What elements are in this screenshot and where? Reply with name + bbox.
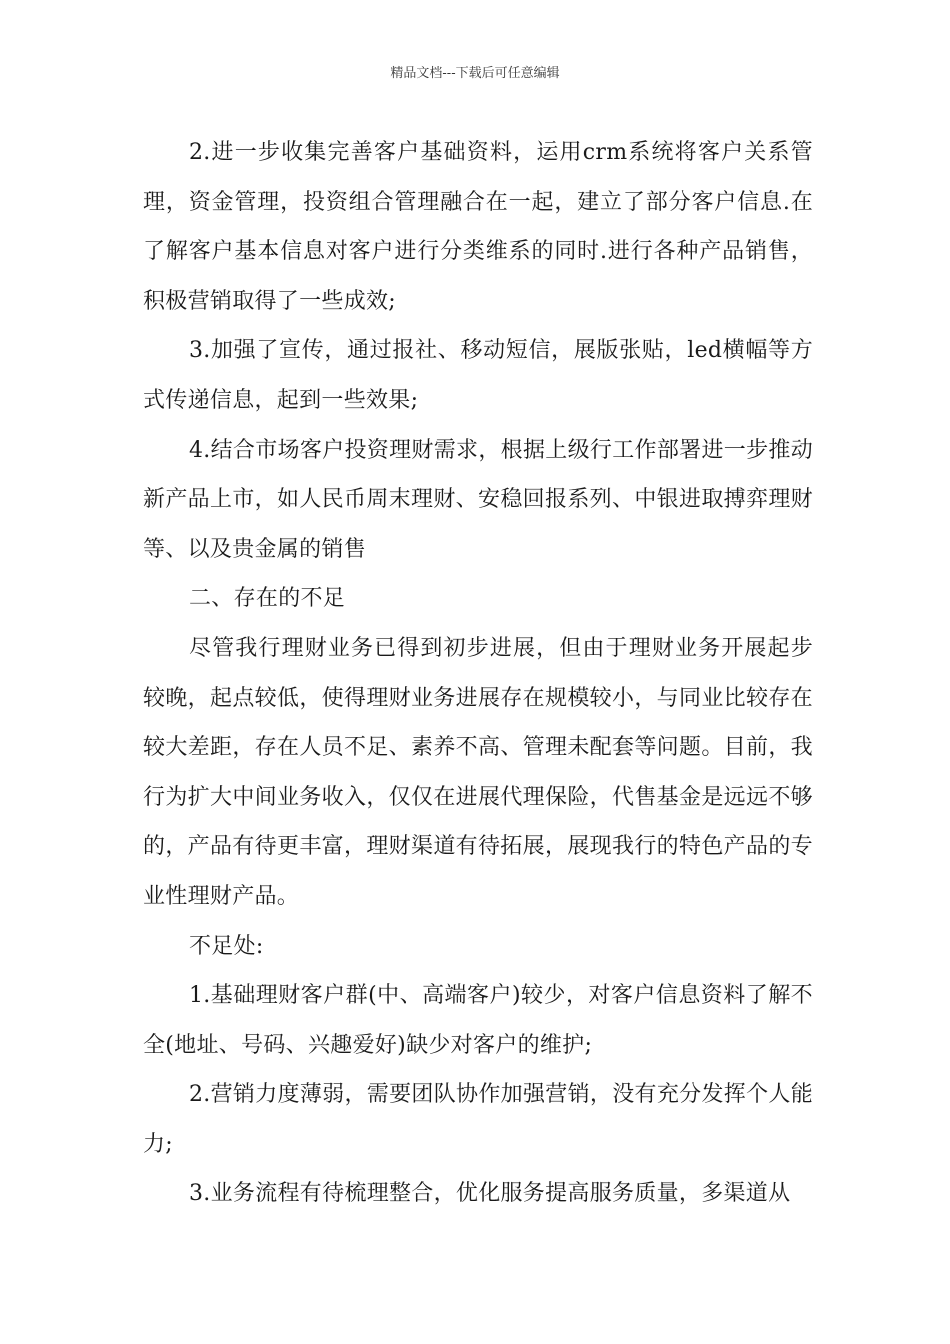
paragraph-shortcomings-overview: 尽管我行理财业务已得到初步进展，但由于理财业务开展起步较晚，起点较低，使得理财业务进展存在规模较小，与同业比较存在较大差距，存在人员不足、素养不高、管理未配套等问题。目前，我行为扩大中间业务收入，仅仅在进展代理保险，代售基金是远远不够的，产品有待更丰富，理财渠道有待拓展，展现我行的特色产品的专业性理财产品。: [143, 635, 813, 909]
paragraph-publicity: 3.加强了宣传，通过报社、移动短信，展版张贴，led横幅等方式传递信息，起到一些效果;: [143, 338, 813, 413]
paragraph-shortcomings-label: 不足处:: [189, 933, 264, 959]
paragraph-shortcoming-1: 1.基础理财客户群(中、高端客户)较少，对客户信息资料了解不全(地址、号码、兴趣爱好)缺少对客户的维护;: [143, 983, 813, 1058]
paragraph-shortcoming-3: 3.业务流程有待梳理整合，优化服务提高服务质量，多渠道从: [189, 1181, 791, 1207]
document-body: [143, 128, 813, 1219]
paragraph-crm-clients: 2.进一步收集完善客户基础资料，运用crm系统将客户关系管理，资金管理，投资组合管理融合在一起，建立了部分客户信息.在了解客户基本信息对客户进行分类维系的同时.进行各种产品销售，积极营销取得了一些成效;: [143, 140, 813, 314]
page-header: 精品文档---下载后可任意编辑: [390, 66, 560, 81]
paragraph-new-products: 4.结合市场客户投资理财需求，根据上级行工作部署进一步推动新产品上市，如人民币周末理财、安稳回报系列、中银进取搏弈理财等、以及贵金属的销售: [143, 437, 813, 562]
section-heading-shortcomings: 二、存在的不足: [189, 586, 346, 612]
paragraph-shortcoming-2: 2.营销力度薄弱，需要团队协作加强营销，没有充分发挥个人能力;: [143, 1082, 813, 1157]
